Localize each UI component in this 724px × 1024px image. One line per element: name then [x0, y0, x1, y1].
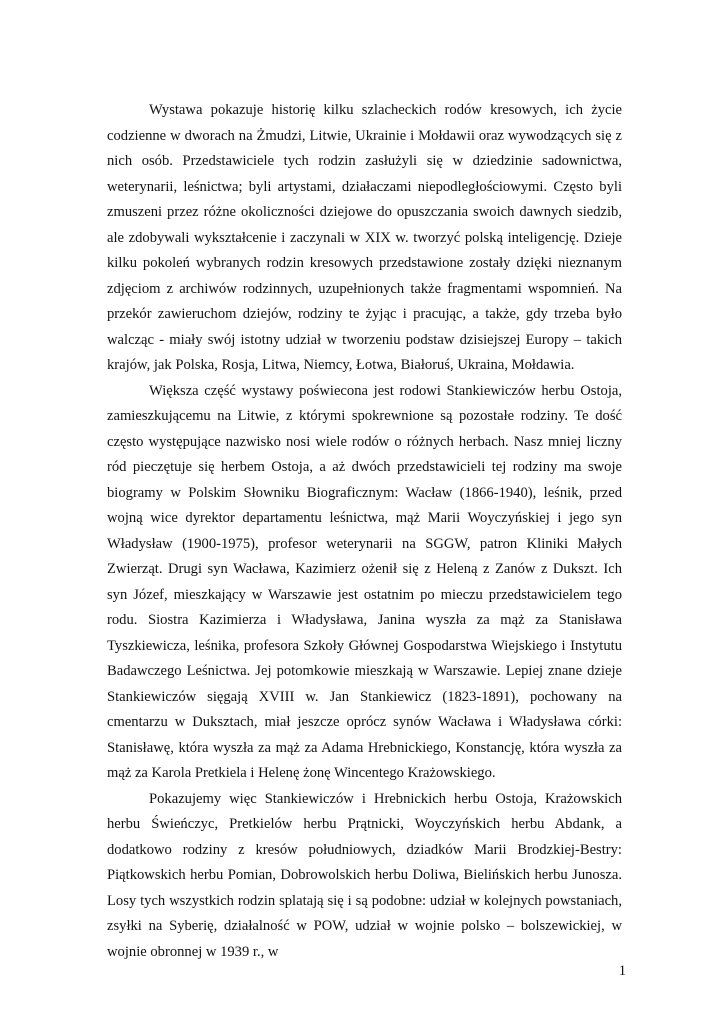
page-number: 1 [618, 963, 626, 979]
paragraph-1: Wystawa pokazuje historię kilku szlacheckich rodów kresowych, ich życie codzienne w dworach na Żmudzi, Litwie, Ukrainie i Mołdawii oraz wywodzących się z nich osób. Przedstawiciele tych rodzin zasłużyli się w dziedzinie sadownictwa, weterynarii, leśnictwa; byli artystami, działaczami niepodległościowymi. Często byli zmuszeni przez różne okoliczności dziejowe do opuszczania swoich dawnych siedzib, ale zdobywali wykształcenie i zaczynali w XIX w. tworzyć polską inteligencję. Dzieje kilku pokoleń wybranych rodzin kresowych przedstawione zostały dzięki nieznanym zdjęciom z archiwów rodzinnych, uzupełnionych także fragmentami wspomnień. Na przekór zawieruchom dziejów, rodziny te żyjąc i pracując, a także, gdy trzeba było walcząc - miały swój istotny udział w tworzeniu podstaw dzisiejszej Europy – takich krajów, jak Polska, Rosja, Litwa, Niemcy, Łotwa, Białoruś, Ukraina, Mołdawia. [107, 102, 622, 373]
paragraph-2: Większa część wystawy poświecona jest rodowi Stankiewiczów herbu Ostoja, zamieszkującemu na Litwie, z którymi spokrewnione są pozostałe rodziny. Te dość często występujące nazwisko nosi wiele rodów o różnych herbach. Nasz mniej liczny ród pieczętuje się herbem Ostoja, a aż dwóch przedstawicieli tej rodziny ma swoje biogramy w Polskim Słowniku Biograficznym: Wacław (1866-1940), leśnik, przed wojną wice dyrektor departamentu leśnictwa, mąż Marii Woyczyńskiej i jego syn Władysław (1900-1975), profesor weterynarii na SGGW, patron Kliniki Małych Zwierząt. Drugi syn Wacława, Kazimierz ożenił się z Heleną z Zanów z Dukszt. Ich syn Józef, mieszkający w Warszawie jest ostatnim po mieczu przedstawicielem tego rodu. Siostra Kazimierza i Władysława, Janina wyszła za mąż za Stanisława Tyszkiewicza, leśnika, profesora Szkoły Głównej Gospodarstwa Wiejskiego i Instytutu Badawczego Leśnictwa. Jej potomkowie mieszkają w Warszawie. Lepiej znane dzieje Stankiewiczów sięgają XVIII w. Jan Stankiewicz (1823-1891), pochowany na cmentarzu w Duksztach, miał jeszcze oprócz synów Wacława i Władysława córki: Stanisławę, która wyszła za mąż za Adama Hrebnickiego, Konstancję, która wyszła za mąż za Karola Pretkiela i Helenę żonę Wincentego Krażowskiego. [107, 382, 622, 781]
body-text [107, 98, 622, 965]
paragraph-3: Pokazujemy więc Stankiewiczów i Hrebnickich herbu Ostoja, Krażowskich herbu Świeńczyc, Pretkielów herbu Prątnicki, Woyczyńskich herbu Abdank, a dodatkowo rodziny z kresów południowych, dziadków Marii Brodzkiej-Bestry: Piątkowskich herbu Pomian, Dobrowolskich herbu Doliwa, Bielińskich herbu Junosza. Losy tych wszystkich rodzin splatają się i są podobne: udział w kolejnych powstaniach, zsyłki na Syberię, działalność w POW, udział w wojnie polsko – bolszewickiej, w wojnie obronnej w 1939 r., w [107, 790, 622, 960]
